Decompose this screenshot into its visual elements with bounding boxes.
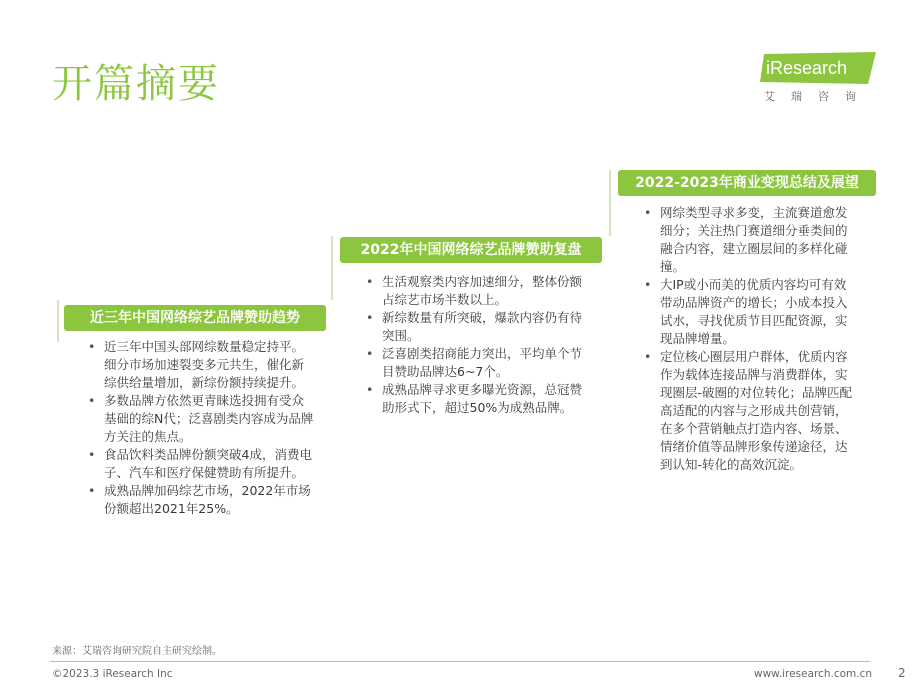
page-number: 2 [898, 666, 906, 680]
source-note: 来源：艾瑞咨询研究院自主研究绘制。 [52, 646, 222, 657]
list-item: • 生活观察类内容加速细分，整体份额占综艺市场半数以上。 [360, 273, 582, 309]
list-item: • 大IP或小而美的优质内容均可有效带动品牌资产的增长；小成本投入试水，寻找优质节目匹配资源，实现品牌增量。 [638, 276, 852, 348]
list-item: • 近三年中国头部网综数量稳定持平。细分市场加速裂变多元共生，催化新综供给量增加，新综份额持续提升。 [82, 338, 314, 392]
column-heading-outlook: 2022-2023年商业变现总结及展望 [618, 170, 876, 196]
list-item: • 网综类型寻求多变，主流赛道愈发细分；关注热门赛道细分垂类间的融合内容，建立圈层间的多样化碰撞。 [638, 204, 852, 276]
outlook-list [638, 204, 852, 474]
logo-subtitle: 艾瑞咨询 [764, 90, 872, 103]
website-link[interactable]: www.iresearch.com.cn [754, 668, 873, 680]
list-item: • 成熟品牌加码综艺市场，2022年市场份额超出2021年25%。 [82, 482, 314, 518]
trend-list [82, 338, 314, 518]
logo-wordmark: iResearch [766, 58, 848, 78]
list-item: • 多数品牌方依然更青睐选投拥有受众基础的综N代；泛喜剧类内容成为品牌方关注的焦点。 [82, 392, 314, 446]
list-item: • 成熟品牌寻求更多曝光资源，总冠赞助形式下，超过50%为成熟品牌。 [360, 381, 582, 417]
review-list [360, 273, 582, 417]
list-item: • 食品饮料类品牌份额突破4成，消费电子、汽车和医疗保健赞助有所提升。 [82, 446, 314, 482]
list-item: • 定位核心圈层用户群体，优质内容作为载体连接品牌与消费群体，实现圈层-破圈的对位转化；品牌匹配高适配的内容与之形成共创营销，在多个营销触点打造内容、场景、情绪价值等品牌形象传递途径，达到认知-转化的高效沉淀。 [638, 348, 852, 474]
list-item: • 泛喜剧类招商能力突出，平均单个节目赞助品牌达6~7个。 [360, 345, 582, 381]
column-heading-review: 2022年中国网络综艺品牌赞助复盘 [340, 237, 602, 263]
column-heading-trend: 近三年中国网络综艺品牌赞助趋势 [64, 305, 326, 331]
footer-divider [50, 661, 870, 662]
copyright: ©2023.3 iResearch Inc [52, 668, 173, 680]
page-title: 开篇摘要 [52, 61, 220, 107]
list-item: • 新综数量有所突破，爆款内容仍有待突围。 [360, 309, 582, 345]
